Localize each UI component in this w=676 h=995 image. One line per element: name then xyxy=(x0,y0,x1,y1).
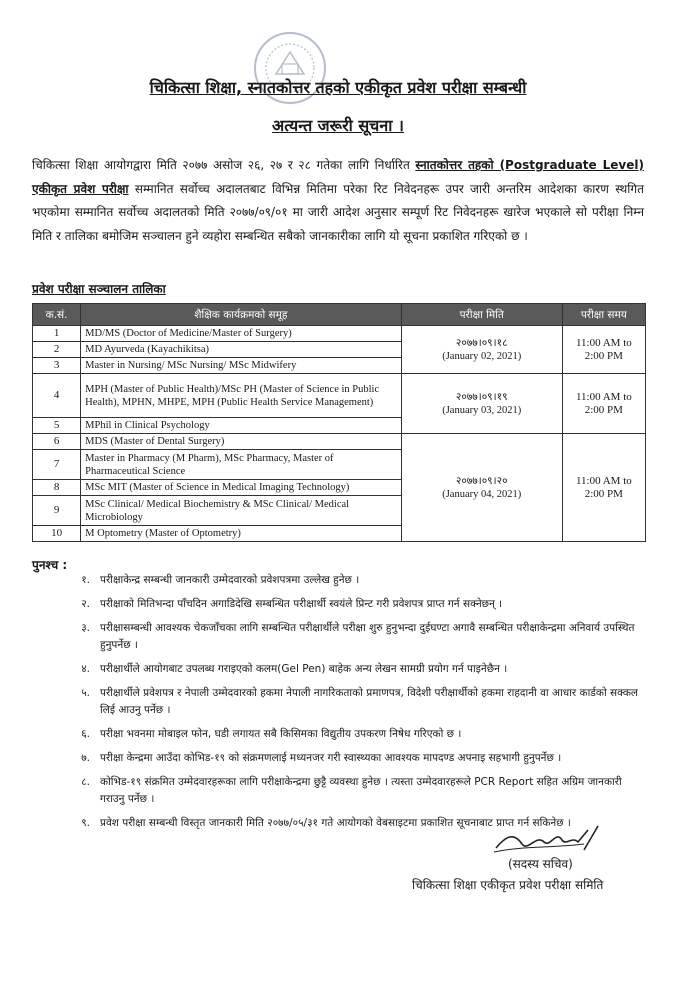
list-item xyxy=(44,685,644,719)
date-nepali: २०७७।०९।१९ xyxy=(455,391,508,403)
note-text: परीक्षार्थीले प्रवेशपत्र र नेपाली उम्मेदवारको हकमा नेपाली नागरिकताको प्रमाणपत्र, विदेशी परीक्षार्थीको हकमा राहदानी वा आधार कार्डको सक्कल लिई आउनु पर्नेछ । xyxy=(100,687,639,716)
note-number: ७. xyxy=(81,752,90,764)
list-item xyxy=(44,596,644,613)
list-item xyxy=(44,620,644,654)
time-start: 11:00 AM to xyxy=(575,474,632,487)
row-sn: 1 xyxy=(33,326,81,342)
time-start: 11:00 AM to xyxy=(575,390,632,403)
row-sn: 4 xyxy=(33,374,81,418)
schedule-title: प्रवेश परीक्षा सञ्चालन तालिका xyxy=(32,282,166,296)
table-header-row xyxy=(33,304,646,326)
exam-date-cell xyxy=(401,434,562,542)
exam-date-cell xyxy=(401,374,562,434)
notice-subtitle: अत्यन्त जरूरी सूचना । xyxy=(272,116,404,135)
intro-paragraph xyxy=(32,154,644,248)
date-nepali: २०७७।०९।२० xyxy=(455,475,508,487)
list-item xyxy=(44,661,644,678)
table-row xyxy=(33,374,646,418)
exam-time-cell xyxy=(562,374,645,434)
schedule-table xyxy=(32,303,646,542)
date-english: (January 04, 2021) xyxy=(442,488,522,500)
exam-date-cell xyxy=(401,326,562,374)
exam-time-cell xyxy=(562,434,645,542)
postscript-label: पुनश्च : xyxy=(32,558,68,572)
intro-underlined: स्नातकोत्तर तहको (Postgraduate Level) एकीकृत प्रवेश परीक्षा xyxy=(32,158,644,196)
row-sn: 3 xyxy=(33,358,81,374)
row-program: MPhil in Clinical Psychology xyxy=(81,418,402,434)
signatory-title: (सदस्य सचिव) xyxy=(508,857,573,871)
note-text: परीक्षा केन्द्रमा आउँदा कोभिड-१९ को संक्रमणलाई मध्यनजर गरी स्वास्थ्यका आवश्यक मापदण्ड अपनाइ सहभागी हुनुपर्नेछ । xyxy=(100,752,562,764)
row-sn: 5 xyxy=(33,418,81,434)
row-program: M Optometry (Master of Optometry) xyxy=(81,526,402,542)
list-item xyxy=(44,572,644,589)
exam-time-cell xyxy=(562,326,645,374)
date-english: (January 03, 2021) xyxy=(442,404,522,416)
row-program: MPH (Master of Public Health)/MSc PH (Master of Science in Public Health), MPHN, MHPE, MPH (Public Health Service Management) xyxy=(81,374,402,418)
row-sn: 7 xyxy=(33,450,81,480)
date-nepali: २०७७।०९।१८ xyxy=(455,337,508,349)
row-program: MD Ayurveda (Kayachikitsa) xyxy=(81,342,402,358)
note-number: १. xyxy=(81,574,90,586)
header-time: परीक्षा समय xyxy=(562,304,645,326)
row-program: MSc Clinical/ Medical Biochemistry & MSc Clinical/ Medical Microbiology xyxy=(81,496,402,526)
note-number: ५. xyxy=(81,687,90,699)
time-end: 2:00 PM xyxy=(584,349,623,362)
date-english: (January 02, 2021) xyxy=(442,350,522,362)
note-text: प्रवेश परीक्षा सम्बन्धी विस्तृत जानकारी मिति २०७७/०५/३१ गते आयोगको वेबसाइटमा प्रकाशित सूचनाबाट प्राप्त गर्न सकिनेछ । xyxy=(100,817,571,829)
list-item xyxy=(44,774,644,808)
time-start: 11:00 AM to xyxy=(575,336,632,349)
note-number: ९. xyxy=(81,817,90,829)
intro-part1: चिकित्सा शिक्षा आयोगद्वारा मिति २०७७ असोज २६, २७ र २८ गतेका लागि निर्धारित xyxy=(32,158,416,172)
note-number: २. xyxy=(81,598,90,610)
table-row xyxy=(33,434,646,450)
note-text: परीक्षाकेन्द्र सम्बन्धी जानकारी उम्मेदवारको प्रवेशपत्रमा उल्लेख हुनेछ । xyxy=(100,574,360,586)
note-text: कोभिड-१९ संक्रमित उम्मेदवारहरूका लागि परीक्षाकेन्द्रमा छुट्टै व्यवस्था हुनेछ । त्यस्ता उम्मेदवारहरूले PCR Report सहित अग्रिम जानकारी गराउनु पर्नेछ । xyxy=(100,776,622,805)
row-program: MSc MIT (Master of Science in Medical Imaging Technology) xyxy=(81,480,402,496)
row-sn: 8 xyxy=(33,480,81,496)
row-sn: 10 xyxy=(33,526,81,542)
row-program: Master in Pharmacy (M Pharm), MSc Pharmacy, Master of Pharmaceutical Science xyxy=(81,450,402,480)
note-text: परीक्षार्थीले आयोगबाट उपलब्ध गराइएको कलम(Gel Pen) बाहेक अन्य लेखन सामग्री प्रयोग गर्न पाइनेछैन । xyxy=(100,663,508,675)
signature-icon xyxy=(492,822,610,858)
note-number: ३. xyxy=(81,622,90,634)
note-number: ६. xyxy=(81,728,90,740)
intro-part2: सम्मानित सर्वोच्च अदालतबाट विभिन्न मितिमा परेका रिट निवेदनहरू उपर जारी अन्तरिम आदेशका कारण स्थगित भएकोमा सम्मानित सर्वोच्च अदालतको मिति २०७७/०९/०१ मा जारी आदेश अनुसार सम्पूर्ण रिट निवेदनहरू खारेज भएकाले सो परीक्षा निम्न मिति र तालिका बमोजिम सञ्चालन हुने व्यहोरा सम्बन्धित सबैको जानकारीका लागि यो सूचना प्रकाशित गरिएको छ । xyxy=(32,181,644,243)
row-program: Master in Nursing/ MSc Nursing/ MSc Midwifery xyxy=(81,358,402,374)
list-item xyxy=(44,726,644,743)
note-text: परीक्षा भवनमा मोबाइल फोन, घडी लगायत सबै किसिमका विद्युतीय उपकरण निषेध गरिएको छ । xyxy=(100,728,462,740)
note-text: परीक्षाको मितिभन्दा पाँचदिन अगाडिदेखि सम्बन्धित परीक्षार्थी स्वयंले प्रिन्ट गरी प्रवेशपत्र प्राप्त गर्न सक्नेछन् । xyxy=(100,598,503,610)
note-number: ८. xyxy=(81,776,90,788)
signatory-organization: चिकित्सा शिक्षा एकीकृत प्रवेश परीक्षा समिति xyxy=(412,878,604,892)
row-sn: 2 xyxy=(33,342,81,358)
table-row xyxy=(33,326,646,342)
row-sn: 6 xyxy=(33,434,81,450)
header-program: शैक्षिक कार्यक्रमको समूह xyxy=(81,304,402,326)
note-number: ४. xyxy=(81,663,90,675)
row-sn: 9 xyxy=(33,496,81,526)
header-date: परीक्षा मिति xyxy=(401,304,562,326)
note-text: परीक्षासम्बन्धी आवश्यक चेकजाँचका लागि सम्बन्धित परीक्षार्थीले परीक्षा शुरु हुनुभन्दा दुईघण्टा अगावै सम्बन्धित परीक्षाकेन्द्रमा अनिवार्य उपस्थित हुनुपर्नेछ । xyxy=(100,622,635,651)
time-end: 2:00 PM xyxy=(584,487,623,500)
notice-title: चिकित्सा शिक्षा, स्नातकोत्तर तहको एकीकृत प्रवेश परीक्षा सम्बन्धी xyxy=(149,78,527,97)
row-program: MDS (Master of Dental Surgery) xyxy=(81,434,402,450)
list-item xyxy=(44,750,644,767)
postscript-notes xyxy=(44,572,644,839)
row-program: MD/MS (Doctor of Medicine/Master of Surgery) xyxy=(81,326,402,342)
header-sn: क.सं. xyxy=(33,304,81,326)
time-end: 2:00 PM xyxy=(584,403,623,416)
